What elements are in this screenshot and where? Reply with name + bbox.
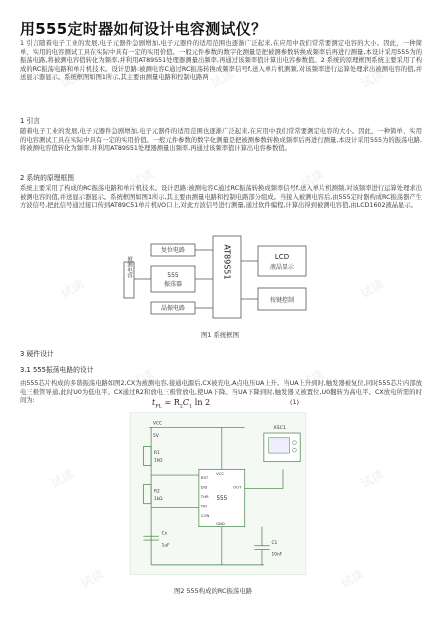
watermark: 试读 (58, 66, 87, 91)
svg-text:VCC: VCC (153, 421, 162, 427)
watermark: 试读 (208, 66, 237, 91)
section-heading-block-diagram: 2 系统的原理框图 (20, 174, 75, 182)
oscillator-box (151, 266, 195, 292)
watermark: 试读 (128, 366, 157, 391)
oscillator-label: 振荡器 (163, 281, 183, 288)
cap-under-test-label: 被测电容 (126, 256, 132, 278)
svg-text:1uF: 1uF (161, 543, 170, 549)
svg-text:TRI: TRI (200, 503, 207, 509)
crystal-circuit-label: 晶振电路 (160, 305, 186, 312)
rc-oscillator-circuit (126, 412, 310, 584)
watermark: 试读 (128, 166, 157, 191)
watermark: 试读 (338, 566, 367, 591)
svg-text:DIS: DIS (200, 484, 208, 490)
keys-label: 按键控制 (269, 297, 295, 304)
svg-text:THR: THR (200, 494, 209, 499)
watermark: 试读 (58, 276, 87, 301)
watermark: 试读 (48, 466, 77, 491)
svg-text:VCC: VCC (216, 471, 225, 477)
system-block-diagram (118, 222, 322, 330)
svg-text:R2: R2 (153, 489, 160, 495)
figure2-caption: 图2 555构成的RC振荡电路 (174, 587, 253, 595)
watermark: 试读 (358, 66, 387, 91)
section-intro-text: 随着电子工业的发展,电子元器件急剧增加,电子元器件的适用范围也逐渐广泛起来,在应用中我们常常要测定电容的大小。因此，一种简单、实用的电容测试工具在实际中具有一定的实用价值。一般元件参数的数字化测量是把被测参数转换成频率后再进行测量,本设计采用555为的振荡电路,将被测电容值转化为频率,并利用AT89S51处理器测量出频率,再通过该频率值计算出电容参数值。 (20, 128, 422, 153)
svg-text:RST: RST (200, 474, 209, 480)
scope-label: XSC1 (273, 426, 287, 432)
figure1-caption: 图1 系统框图 (201, 331, 240, 339)
lcd-subtitle: 液晶显示 (269, 264, 295, 271)
watermark: 试读 (78, 566, 107, 591)
page-title: 用555定时器如何设计电容测试仪？ (20, 20, 267, 38)
svg-text:R1: R1 (153, 451, 160, 457)
section-heading-hardware: 3 硬件设计 (20, 350, 54, 358)
lcd-title: LCD (274, 253, 290, 261)
svg-text:10nF: 10nF (271, 552, 283, 558)
watermark: 试读 (358, 276, 387, 301)
mcu-label: AT89S51 (222, 244, 232, 280)
watermark: 试读 (298, 366, 327, 391)
watermark: 试读 (298, 166, 327, 191)
svg-text:Cx: Cx (161, 531, 168, 537)
reset-circuit-label: 复位电路 (160, 247, 186, 254)
equation-number: (1) (290, 398, 300, 406)
formula-tpl: $t_{PL} = R_2C_1$ ln 2 (152, 398, 211, 410)
intro-paragraph: 1 引言随着电子工业的发展,电子元器件急剧增加,电子元器件的适用范围也逐渐广泛起来,在应用中我们常常要测定电容的大小。因此，一种简单、实用的电容测试工具在实际中具有一定的实用价值。一般元件参数的数字化测量是把被测参数转换成频率后再进行测量,本设计采用555为的振荡电路,将被测电容值转化为频率,并利用AT89S51处理器测量出频率,再通过该频率值计算出电容参数值。2 系统的原理框图系统主要采用了构成的RC振荡电路和单片机技术。设计思路:被测电容C通过RC振荡转换成频率信号f,送入单片机测频,对该频率进行运算处理求出被测电容的值,并送显示器显示。系统框图如图1所示,其主要由测量电路和控制电路两 (20, 40, 422, 82)
section-heading-intro: 1 引言 (20, 117, 41, 125)
svg-text:5V: 5V (153, 433, 159, 439)
oscillator-label-555: 555 (167, 272, 179, 279)
svg-text:555: 555 (216, 495, 228, 502)
svg-text:1kΩ: 1kΩ (153, 496, 163, 502)
svg-text:C1: C1 (271, 540, 278, 546)
lcd-box (258, 246, 306, 276)
section-555-text: 由555芯片构成的多谐振荡电路如图2,CX为被测电容,接通电源后,CX被充电,A点电压UA上升。当UA上升到时,触发器被复位,同时555芯片内部放电三极管导通,此时U0为低电平。CX通过R2和放电三极管放电,使UA下降。当UA下降到时,触发器又被置位,U0翻转为高电平。CX放电所需的时间为: (20, 380, 422, 405)
watermark: 试读 (358, 466, 387, 491)
section-block-diagram-text: 系统主要采用了构成的RC振荡电路和单片机技术。设计思路:被测电容C通过RC振荡转换成频率信号f,送入单片机测频,对该频率进行运算处理求出被测电容的值,并送显示器显示。系统框图如图1所示,其主要由测量电路和控制电路部分组成。当接入被测电容后,由555定时器构成RC振荡器产生方波信号,把此信号通过接口传到AT89C51单片机I/O口上,对此方波信号进行测量,通过软件编程,计算出得到被测电容值,由LCD1602液晶显示。 (20, 185, 423, 210)
svg-text:CON: CON (200, 513, 210, 519)
svg-text:1kΩ: 1kΩ (153, 458, 163, 464)
section-heading-555: 3.1 555振荡电路的设计 (20, 366, 94, 374)
svg-text:GND: GND (216, 520, 225, 526)
svg-text:OUT: OUT (233, 484, 242, 490)
